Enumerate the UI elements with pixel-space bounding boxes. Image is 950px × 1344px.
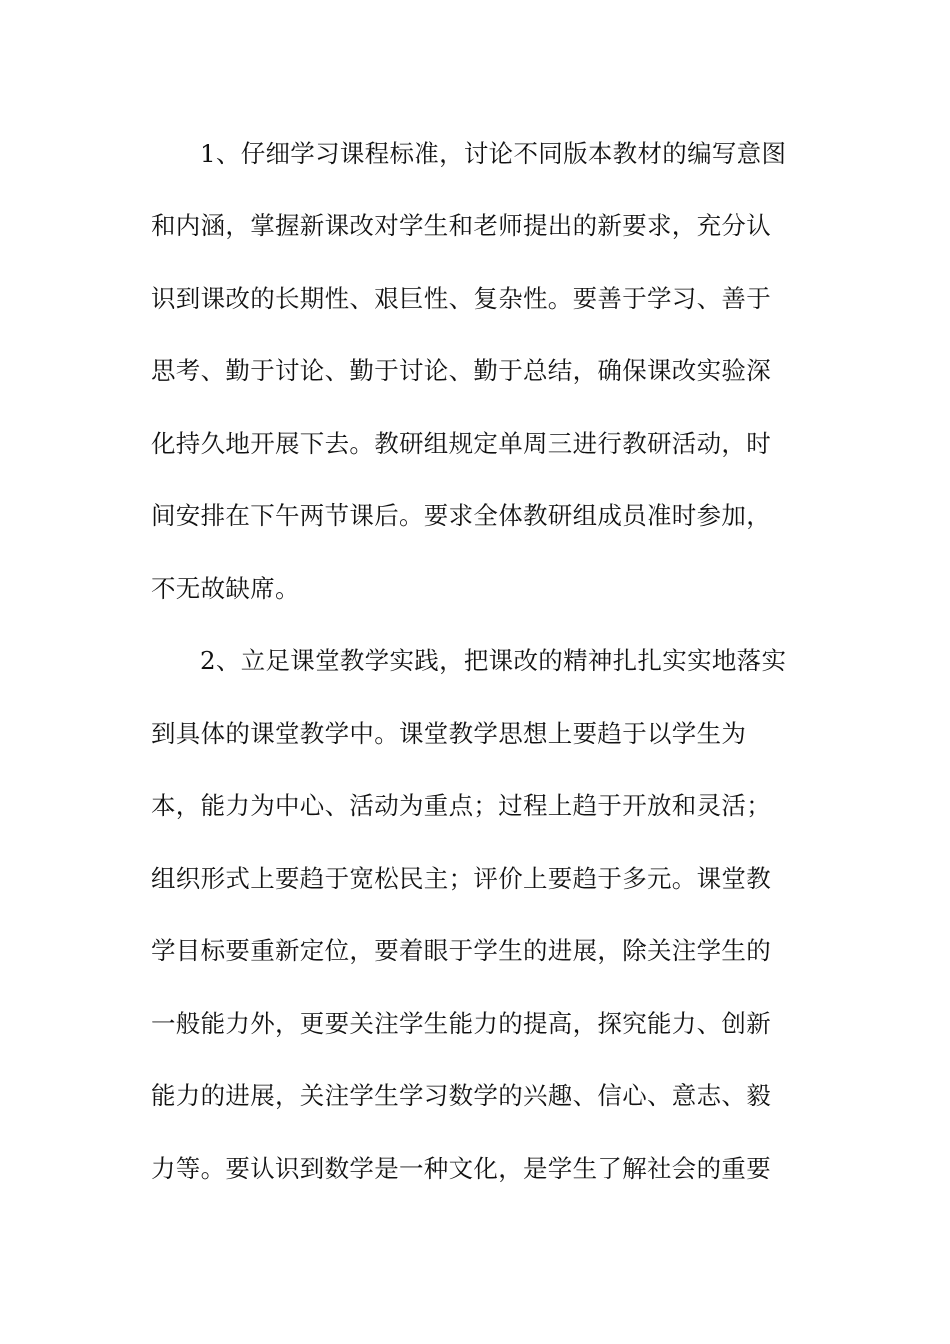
paragraph-line: 识到课改的长期性、艰巨性、复杂性。要善于学习、善于	[151, 284, 771, 313]
paragraph-line: 1、仔细学习课程标准，讨论不同版本教材的编写意图	[200, 139, 787, 168]
paragraph-line: 化持久地开展下去。教研组规定单周三进行教研活动，时	[151, 429, 771, 458]
paragraph-line: 2、立足课堂教学实践，把课改的精神扎扎实实地落实	[200, 646, 787, 675]
paragraph-line: 一般能力外，更要关注学生能力的提高，探究能力、创新	[151, 1009, 771, 1038]
paragraph-line: 力等。要认识到数学是一种文化，是学生了解社会的重要	[151, 1154, 771, 1183]
paragraph-line: 不无故缺席。	[151, 574, 300, 603]
paragraph-line: 本，能力为中心、活动为重点；过程上趋于开放和灵活；	[151, 791, 771, 820]
paragraph-line: 学目标要重新定位，要着眼于学生的进展，除关注学生的	[151, 936, 771, 965]
paragraph-line: 和内涵，掌握新课改对学生和老师提出的新要求，充分认	[151, 211, 771, 240]
paragraph-line: 到具体的课堂教学中。课堂教学思想上要趋于以学生为	[151, 719, 747, 748]
paragraph-line: 间安排在下午两节课后。要求全体教研组成员准时参加，	[151, 501, 771, 530]
paragraph-line: 思考、勤于讨论、勤于讨论、勤于总结，确保课改实验深	[151, 356, 771, 385]
paragraph-line: 组织形式上要趋于宽松民主；评价上要趋于多元。课堂教	[151, 864, 771, 893]
paragraph-line: 能力的进展，关注学生学习数学的兴趣、信心、意志、毅	[151, 1081, 771, 1110]
